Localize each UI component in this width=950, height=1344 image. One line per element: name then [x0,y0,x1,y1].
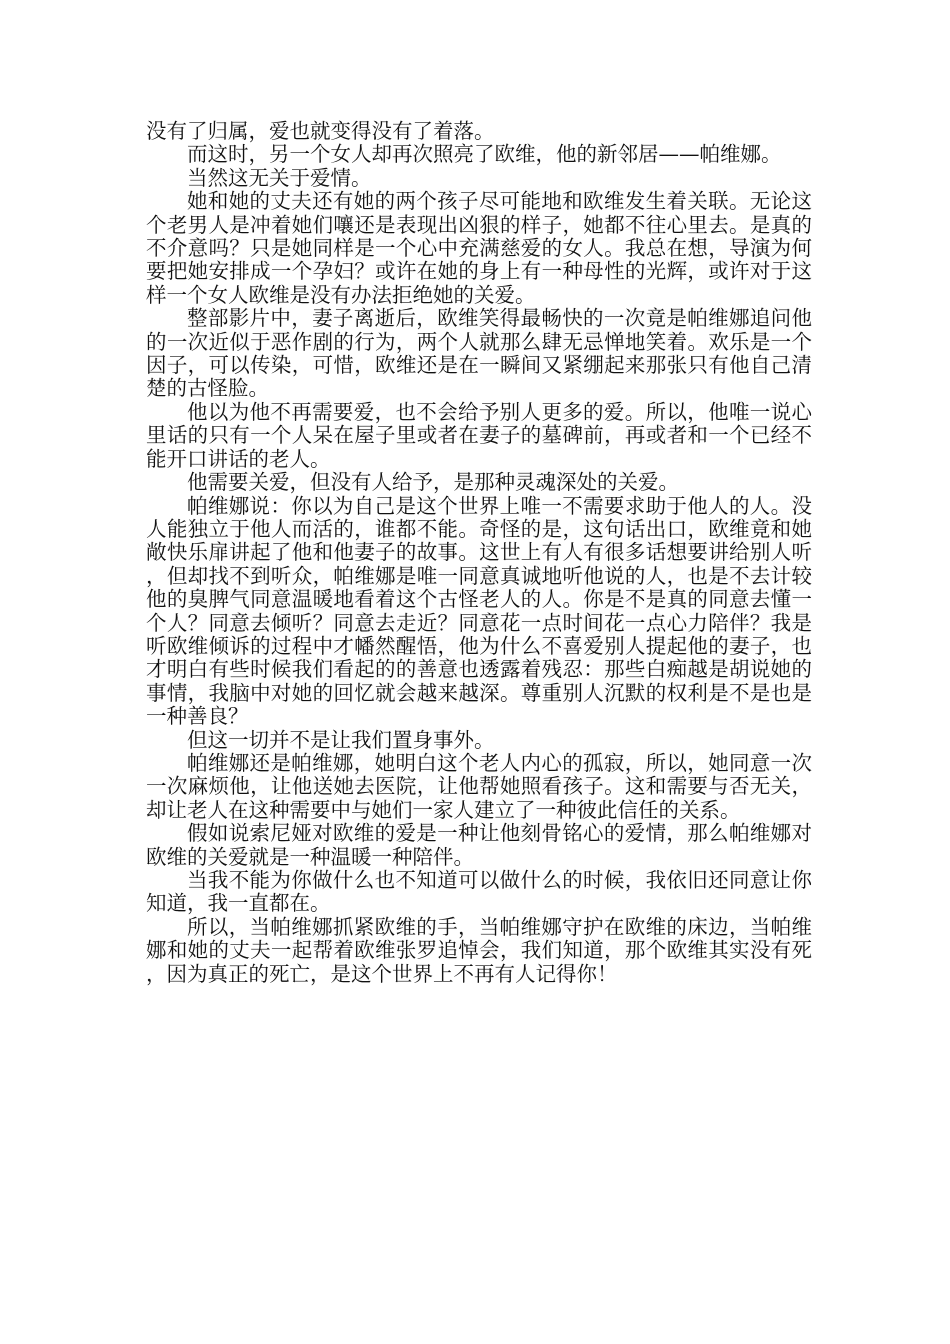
paragraph-3: 当然这无关于爱情。 [187,165,372,190]
paragraph-8: 帕维娜说：你以为自己是这个世界上唯一不需要求助于他人的人。没人能独立于他人而活的，谁都不能。奇怪的是，这句话出口，欧维竟和她敞快乐扉讲起了他和他妻子的故事。这世上有人有很多话想要讲给别人听，但却找不到听众，帕维娜是唯一同意真诚地听他说的人，也是不去计较他的臭脾气同意温暖地看着这个古怪老人的人。你是不是真的同意去懂一个人？同意去倾听？同意去走近？同意花一点时间花一点心力陪伴？我是听欧维倾诉的过程中才幡然醒悟，他为什么不喜爱别人提起他的妻子，也才明白有些时候我们看起的的善意也透露着残忍：那些白痴越是胡说她的事情，我脑中对她的回忆就会越来越深。尊重别人沉默的权利是不是也是一种善良？ [146,493,812,729]
paragraph-10: 帕维娜还是帕维娜，她明白这个老人内心的孤寂，所以，她同意一次一次麻烦他，让他送她去医院，让他帮她照看孩子。这和需要与否无关，却让老人在这种需要中与她们一家人建立了一种彼此信任的关系。 [146,750,812,822]
paragraph-5: 整部影片中，妻子离逝后，欧维笑得最畅快的一次竟是帕维娜追问他的一次近似于恶作剧的行为，两个人就那么肆无忌惮地笑着。欢乐是一个因子，可以传染，可惜，欧维还是在一瞬间又紧绷起来那张只有他自己清楚的古怪脸。 [146,306,812,401]
paragraph-2: 而这时，另一个女人却再次照亮了欧维，他的新邻居——帕维娜。 [187,142,782,167]
paragraph-6: 他以为他不再需要爱，也不会给予别人更多的爱。所以，他唯一说心里话的只有一个人呆在屋子里或者在妻子的墓碑前，再或者和一个已经不能开口讲话的老人。 [146,399,812,471]
paragraph-13: 所以，当帕维娜抓紧欧维的手，当帕维娜守护在欧维的床边，当帕维娜和她的丈夫一起帮着欧维张罗追悼会，我们知道，那个欧维其实没有死，因为真正的死亡，是这个世界上不再有人记得你！ [146,914,812,986]
paragraph-4: 她和她的丈夫还有她的两个孩子尽可能地和欧维发生着关联。无论这个老男人是冲着她们嚷还是表现出凶狠的样子，她都不往心里去。是真的不介意吗？只是她同样是一个心中充满慈爱的女人。我总在想，导演为何要把她安排成一个孕妇？或许在她的身上有一种母性的光辉，或许对于这样一个女人欧维是没有办法拒绝她的关爱。 [146,189,812,307]
paragraph-9: 但这一切并不是让我们置身事外。 [187,727,495,752]
paragraph-11: 假如说索尼娅对欧维的爱是一种让他刻骨铭心的爱情，那么帕维娜对欧维的关爱就是一种温暖一种陪伴。 [146,821,812,869]
article-body [146,120,812,986]
paragraph-7: 他需要关爱，但没有人给予，是那种灵魂深处的关爱。 [187,470,679,495]
paragraph-1: 没有了归属，爱也就变得没有了着落。 [146,119,495,143]
paragraph-12: 当我不能为你做什么也不知道可以做什么的时候，我依旧还同意让你知道，我一直都在。 [146,868,812,916]
